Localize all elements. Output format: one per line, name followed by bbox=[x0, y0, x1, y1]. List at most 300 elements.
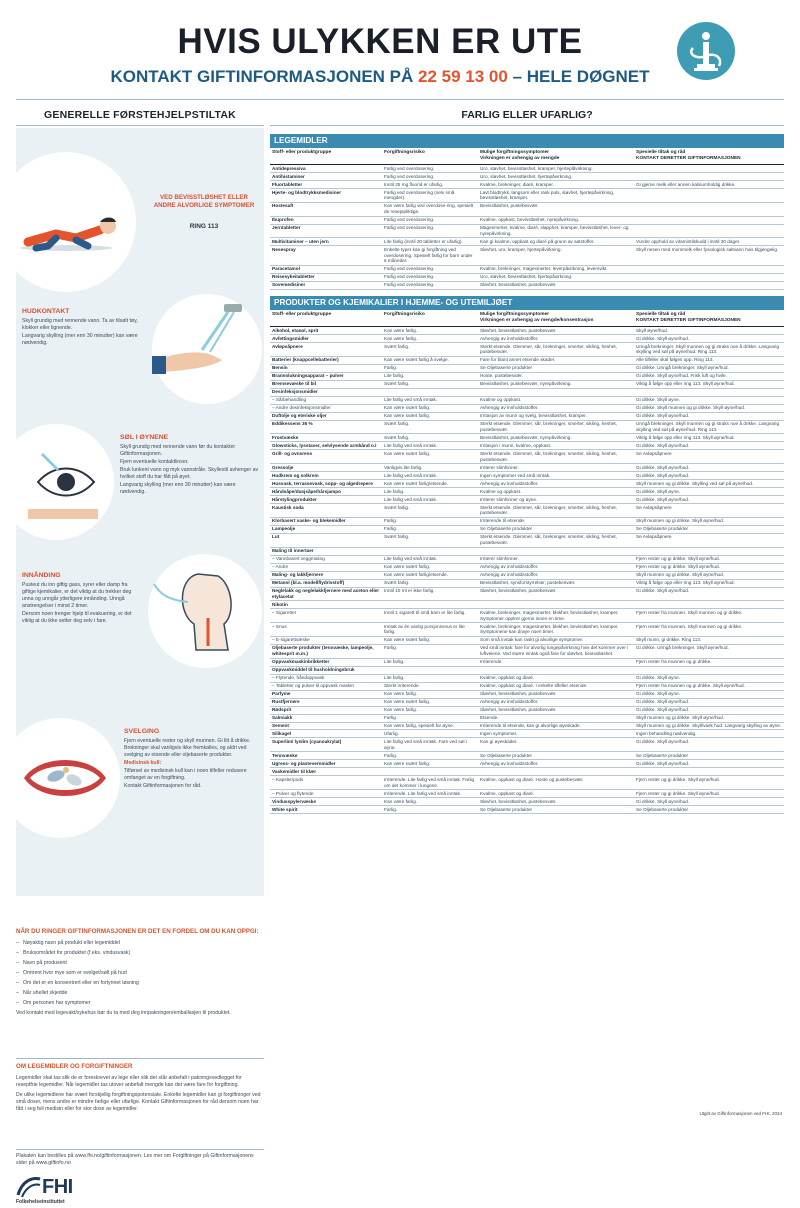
table-row bbox=[270, 405, 784, 413]
table-cell: Irriterer slimhinner. bbox=[480, 464, 519, 470]
table-cell: Svært farlig. bbox=[384, 381, 410, 387]
table-cell: Fluortabletter bbox=[272, 181, 303, 187]
eye-text-1: Skyll grundig med rennende vann før du kontakter Giftinformasjonen. bbox=[120, 444, 236, 457]
table-row bbox=[270, 450, 784, 464]
products-table bbox=[270, 296, 784, 814]
table-cell: Viktig å følge opp eller ring 113. Skyll øyne/hud. bbox=[636, 580, 735, 586]
table-cell bbox=[382, 389, 478, 396]
table-row bbox=[270, 266, 784, 274]
table-cell: Sovemedisiner bbox=[272, 282, 306, 288]
first-aid-column bbox=[16, 106, 264, 1205]
table-cell: Gi drikke. Skyll øyne. bbox=[636, 397, 681, 403]
table-cell: Kan være farlig. bbox=[384, 707, 418, 713]
table-cell: Antidepressiva bbox=[272, 165, 306, 171]
table-cell: Farlig ved overdosering (selv små mengder). bbox=[384, 189, 455, 201]
table-cell: Skyll munnen og gi drikke. Skyll/vask hud. Langvarig skylling av øyne. bbox=[636, 723, 782, 729]
table-row bbox=[270, 518, 784, 526]
skin-contact-text-1: Skyll grundig med rennende vann. Ta av tilsølt tøy, klokker eller lignende. bbox=[22, 318, 138, 331]
table-row bbox=[270, 556, 784, 564]
swallowing-text-1: Fjern eventuelle rester og skyll munnen. Gi litt å drikke. Brekninger skal vanligvis ikke fremkalles, og aldri ved svelging av etsende eller oljebaserte produkter. bbox=[124, 738, 251, 758]
skin-contact-text-2: Langvarig skylling (mer enn 30 minutter) kan være nødvendig. bbox=[22, 333, 138, 346]
table-cell: Gi drikke. Skyll øyne/hud. bbox=[636, 798, 690, 804]
table-row bbox=[270, 659, 784, 667]
table-cell: Ved små inntak: fare for alvorlig lungepåvirkning hvis det kommer over i luftveiene. Ved større inntak også fare for sløvhet, bevisstløshet. bbox=[480, 645, 629, 657]
table-cell: Antihistaminer bbox=[272, 173, 305, 179]
table-cell: Kvalme, brekninger, diaré, kramper. bbox=[480, 181, 554, 187]
table-cell: Viktig å følge opp eller ring 113. Skyll øyne/hud. bbox=[636, 381, 735, 387]
table-row bbox=[270, 691, 784, 699]
table-cell: Farlig ved overdosering. bbox=[384, 217, 435, 223]
table-row bbox=[270, 504, 784, 518]
inhalation-section bbox=[22, 572, 140, 626]
table-cell: Frostvæske bbox=[272, 435, 299, 440]
page-subtitle bbox=[0, 67, 760, 87]
table-cell: Hostesaft bbox=[272, 203, 294, 209]
list-item: – Om personen har symptomer bbox=[16, 1000, 264, 1007]
table-cell: Lite farlig ved små inntak. bbox=[384, 397, 438, 403]
table-cell: Sløvhet, bevisstløshet, pustebesvær. bbox=[480, 588, 557, 594]
table-cell: Kan gi øyeskader. bbox=[480, 739, 518, 745]
table-cell: Gi drikke. Skyll øyne/hud. bbox=[636, 699, 690, 705]
table-row bbox=[270, 623, 784, 637]
medicine-info-section bbox=[16, 1058, 264, 1113]
eye-text-3: Bruk lunkent vann og myk vannstråle. Skyllestil avhenger av hvilket stoff du har fått på øyet. bbox=[120, 467, 259, 480]
table-row bbox=[270, 282, 784, 290]
table-cell bbox=[634, 165, 784, 172]
table-cell: Bevisstløshet, synsforstyrrelser, pustebesvær. bbox=[480, 580, 576, 586]
table-cell: Kaustisk soda bbox=[272, 504, 304, 510]
table-cell: Farlig. bbox=[384, 715, 398, 721]
table-row bbox=[270, 637, 784, 645]
table-cell: Kan være farlig. bbox=[384, 691, 418, 697]
table-cell: Metanol (bl.a. modellflydrivstoff) bbox=[272, 580, 345, 586]
table-row bbox=[270, 488, 784, 496]
table-row bbox=[270, 381, 784, 389]
table-row bbox=[270, 246, 784, 266]
table-cell: Enkelte typer kan gi forgiftning ved overdosering. Spesielt farlig for barn under 6 måneder. bbox=[384, 246, 473, 264]
medicines-table-title: LEGEMIDLER bbox=[270, 134, 784, 148]
table-cell: Irriterer slimhinner. bbox=[480, 556, 519, 562]
table-row bbox=[270, 274, 784, 282]
table-cell: Gi drikke. Skyll øyne/hud. Frisk luft og hvile. bbox=[636, 373, 727, 379]
table-cell: Se Oljebaserte produkter bbox=[636, 806, 689, 812]
table-cell: Kan gi kvalme, oppkast og diaré på grunn av søtstoffer. bbox=[480, 238, 595, 244]
fhi-logo-text: FHI bbox=[42, 1176, 73, 1198]
table-cell: Fjern rester fra munnen. Skyll munnen og gi drikke. bbox=[636, 623, 743, 629]
table-cell: Gi drikke. Skyll øyne/hud. bbox=[636, 588, 690, 594]
table-cell: Rustfjernere bbox=[272, 699, 300, 705]
table-cell: Jerntabletter bbox=[272, 225, 301, 231]
column-header: Forgiftningsrisiko bbox=[384, 312, 425, 317]
table-cell: Avhengig av innholdsstoffer. bbox=[480, 760, 539, 766]
table-cell: Kan være svært farlig. bbox=[384, 413, 431, 419]
table-cell bbox=[634, 601, 784, 608]
order-info-text[interactable]: Plakaten kan bestilles på www.fhi.no/giftinformasjonen. Les mer om Forgiftninger på Giftinformasjonens sider på www.giftinfo.no bbox=[16, 1153, 254, 1166]
medicines-table-body bbox=[270, 165, 784, 290]
table-row bbox=[270, 752, 784, 760]
table-cell: Ugress- og plantevernmidler bbox=[272, 760, 336, 766]
table-cell: Svært farlig. bbox=[384, 421, 410, 427]
table-cell: Viktig å følge opp eller ring 113. Skyll øyne/hud. bbox=[636, 435, 735, 440]
inhalation-illustration bbox=[148, 554, 262, 668]
list-item: – Navn på produsent bbox=[16, 960, 264, 967]
table-cell: Kan være farlig. bbox=[384, 798, 418, 804]
table-row bbox=[270, 480, 784, 488]
table-row bbox=[270, 472, 784, 480]
table-cell: Fjern rester fra munnen og gi drikke. Skyll øyne/hud. bbox=[636, 683, 745, 689]
table-cell: Se Avløpsåpnere bbox=[636, 504, 672, 510]
table-row bbox=[270, 723, 784, 731]
table-row bbox=[270, 203, 784, 217]
table-cell: Nesespray bbox=[272, 246, 296, 252]
table-cell: – Sårbehandling bbox=[272, 397, 307, 403]
table-cell bbox=[634, 274, 784, 281]
table-cell: Fare for blant annet etsende skader. bbox=[480, 357, 556, 363]
table-cell: Sterkt etsende. Glemmer, sår, brekninger, smerter, sikling, heshet, pustebesvær. bbox=[480, 534, 618, 546]
pills-mouth-illustration bbox=[0, 718, 120, 838]
table-cell: Sløvhet, bevisstløshet, pustebesvær. bbox=[480, 798, 557, 804]
table-cell: Farlig. bbox=[384, 365, 398, 371]
table-cell: Husvask, terrassevask, sopp- og algedrepere bbox=[272, 480, 373, 486]
table-cell: Lite farlig ved små inntak. bbox=[384, 556, 438, 562]
table-cell bbox=[478, 667, 634, 674]
table-cell: Kan være svært farlig. bbox=[384, 405, 431, 411]
table-cell: Gressolje bbox=[272, 464, 294, 470]
table-cell bbox=[634, 225, 784, 238]
table-cell: Gi drikke. Unngå brekninger. Skyll øyne/hud. bbox=[636, 645, 729, 651]
call-info-title: NÅR DU RINGER GIFTINFORMASJONEN ER DET EN FORDEL OM DU KAN OPPGI: bbox=[16, 928, 259, 935]
swallowing-section bbox=[124, 728, 260, 791]
table-row bbox=[270, 434, 784, 442]
column-header: Spesielle tiltak og råd KONTAKT DERETTER GIFTINFORMASJONEN bbox=[636, 312, 741, 323]
table-cell: Uro, sløvhet, bevisstløshet, hjertepåvirkning. bbox=[480, 173, 573, 179]
table-row bbox=[270, 217, 784, 225]
table-cell: Gi drikke. Skyll øyne. bbox=[636, 488, 681, 494]
table-cell: Gi drikke. Skyll øyne/hud. bbox=[636, 739, 690, 745]
table-cell: Gi drikke. Skyll øyne/hud. bbox=[636, 496, 690, 502]
table-cell: Kvalme, brekninger, magesmerter, blekhet, bevisstløshet, kramper. Symptomer opptrer gjerne innen en time. bbox=[480, 609, 619, 621]
medicine-info-text-1: Legemidler skal tas slik de er foreskrevet av lege eller slik det står anbefalt i pakningsvedlegget for reseptfrie legemidler. Når legemidler tas utover anbefalt mengde kan det være fare for forgiftning. bbox=[16, 1074, 242, 1088]
giftinfo-logo-icon bbox=[677, 22, 735, 80]
table-cell: Kan være svært farlig. bbox=[384, 564, 431, 570]
table-cell: Sterkt irriterende. bbox=[384, 683, 420, 689]
table-row bbox=[270, 601, 784, 609]
table-cell: Sterkt etsende. Glemmer, sår, brekninger, smerter, sikling, heshet, pustebesvær. bbox=[480, 421, 618, 433]
table-cell: Vindusspylervæske bbox=[272, 798, 316, 804]
list-item: – Om det er en konsentrert eller en fortynnet løsning bbox=[16, 980, 264, 987]
table-cell: Gi gjerne melk eller annen kalsiumholdig drikke. bbox=[636, 181, 736, 187]
eye-title: SØL I ØYNENE bbox=[120, 434, 169, 441]
table-cell: Hjerte- og blodtrykksmedisiner bbox=[272, 189, 342, 195]
table-cell: – Tabletter og pulver til oppvask maskin bbox=[272, 683, 354, 689]
table-row bbox=[270, 715, 784, 723]
medicine-info-title: OM LEGEMIDLER OG FORGIFTNINGER bbox=[16, 1063, 133, 1070]
table-cell: Sement bbox=[272, 723, 289, 729]
table-cell: Farlig. bbox=[384, 526, 398, 532]
table-row bbox=[270, 683, 784, 691]
table-cell: Fjern rester fra munnen og gi drikke. bbox=[636, 659, 712, 665]
table-cell: Ingen symptomer ved små inntak. bbox=[480, 472, 551, 478]
table-cell: Skyll munnen og gi drikke. Skylling ved søl på øyne/hud. bbox=[636, 480, 754, 486]
column-header: Stoff- eller produktgruppe bbox=[272, 150, 332, 155]
swallowing-text-3: Kontakt Giftinformasjonen for råd. bbox=[124, 783, 202, 789]
table-cell: Nikotin bbox=[272, 601, 288, 607]
table-cell: Grill- og ovnsrens bbox=[272, 450, 313, 456]
eye-text-2: Fjern eventuelle kontaktlinser. bbox=[120, 459, 189, 465]
table-cell: Kan være farlig. bbox=[384, 327, 418, 333]
list-item: – Nøyaktig navn på produkt eller legemiddel bbox=[16, 940, 264, 947]
table-cell: Fjern rester og gi drikke. Skyll øyne/hud. bbox=[636, 556, 720, 562]
table-cell: Gi drikke. Skyll munnen og gi drikke. Skyll øyne/hud. bbox=[636, 405, 746, 411]
table-cell: Svært farlig. bbox=[384, 435, 410, 440]
table-cell: Sterkt etsende. Glemmer, sår, brekninger, smerter, sikling, heshet, pustebesvær. bbox=[480, 450, 618, 462]
table-cell: Sløvhet, bevisstløshet, pustebesvær. bbox=[480, 282, 557, 288]
table-cell: Inntil 25 mg fluorid er ufarlig. bbox=[384, 181, 444, 187]
table-cell: Svært farlig. bbox=[384, 504, 410, 510]
table-cell: – Vannbasert veggmaling bbox=[272, 556, 325, 562]
phone-number[interactable]: 22 59 13 00 bbox=[418, 67, 508, 86]
table-cell: Farlig ved overdosering. bbox=[384, 282, 435, 288]
table-cell: Farlig. bbox=[384, 518, 398, 524]
table-cell: Kvalme, oppkast og diaré. Hoste og pustebesvær. bbox=[480, 776, 584, 782]
table-cell bbox=[634, 266, 784, 273]
table-cell: Sterkt etsende. Glemmer, sår, brekninger, smerter, sikling, heshet, pustebesvær. bbox=[480, 343, 618, 355]
table-cell: Gi drikke. Skyll øyne/hud. bbox=[636, 442, 690, 448]
first-aid-heading: GENERELLE FØRSTEHJELPSTILTAK bbox=[16, 106, 264, 126]
table-cell: Salmiakk bbox=[272, 715, 293, 721]
table-cell: Irriterende til etsende. bbox=[480, 518, 526, 524]
table-cell: Gi drikke. Skyll øyne/hud. bbox=[636, 707, 690, 713]
table-cell bbox=[634, 173, 784, 180]
eye-text-4: Langvarig skylling (mer enn 30 minutter) kan være nødvendig. bbox=[120, 482, 236, 495]
table-cell bbox=[382, 548, 478, 555]
table-cell: Skyll øyne/hud. bbox=[636, 327, 669, 333]
table-cell: Ibuprofen bbox=[272, 217, 294, 223]
table-cell: Farlig ved overdosering. bbox=[384, 173, 435, 179]
table-row bbox=[270, 373, 784, 381]
table-cell: Gi drikke. Skyll øyne/hud. bbox=[636, 464, 690, 470]
inhalation-title: INNÅNDING bbox=[22, 572, 61, 579]
charcoal-label: Medisinsk kull: bbox=[124, 760, 162, 766]
table-cell: Etsende. bbox=[480, 715, 499, 721]
table-cell: Kvalme, oppkast og diaré. bbox=[480, 790, 535, 796]
table-row bbox=[270, 534, 784, 548]
table-row bbox=[270, 707, 784, 715]
table-cell: Sløvhet, uro, kramper, hjertepåvirkning. bbox=[480, 246, 562, 252]
table-cell: Irriterende. Lite farlig ved små inntak. Farlig om det kommer i lungene. bbox=[384, 776, 475, 788]
inhalation-text-2: Dersom noen trenger hjelp til evakuering, er det viktig at du ikke setter deg selv i fare. bbox=[22, 611, 132, 624]
table-cell: Som små inntak kan raskt gi alvorlige symptomer. bbox=[480, 637, 584, 643]
table-cell: Farlig. bbox=[384, 806, 398, 812]
table-cell: Desinfeksjonsmidler bbox=[272, 389, 318, 395]
table-cell: – Flytende, håndoppvask bbox=[272, 675, 325, 681]
table-cell bbox=[634, 189, 784, 202]
table-cell: Bremsevæske til bil bbox=[272, 381, 317, 387]
table-row bbox=[270, 588, 784, 602]
table-cell: Avløpsåpnere bbox=[272, 343, 303, 349]
table-cell: Alkohol, etanol, sprit bbox=[272, 327, 319, 333]
danger-table-column bbox=[270, 106, 784, 1118]
table-cell: Kan være farlig, spesielt for øyne. bbox=[384, 723, 455, 729]
table-cell: Gi drikke. Skyll øyne/hud. bbox=[636, 335, 690, 341]
table-cell: Fjern rester og gi drikke. Skyll øyne/hud. bbox=[636, 564, 720, 570]
table-row bbox=[270, 526, 784, 534]
table-cell: Kan være svært farlig/etsende. bbox=[384, 480, 449, 486]
fhi-name: Folkehelseinstituttet bbox=[16, 1199, 65, 1205]
table-row bbox=[270, 357, 784, 365]
table-cell: Bevisstløshet, pustebesvær, nyrepåvirkning. bbox=[480, 381, 572, 387]
table-cell: Parfyme bbox=[272, 691, 291, 697]
table-cell: Hårstylingprodukter bbox=[272, 496, 317, 502]
table-cell: Unngå brekninger. Skyll munnen og gi straks noe å drikke. Langvarig skylling ved søl på øyne/hud. Ring 113. bbox=[636, 343, 780, 355]
table-cell: Hoste, pustebesvær. bbox=[480, 373, 523, 379]
call-info-note: Ved kontakt med legevakt/sykehus bør du ta med deg innpakningen/emballasjen til produktet. bbox=[16, 1009, 231, 1016]
table-cell: Gi drikke. Skyll øyne. bbox=[636, 691, 681, 697]
table-row bbox=[270, 738, 784, 752]
table-cell: Ingen behandling nødvendig. bbox=[636, 731, 697, 737]
table-cell: Fjern rester og gi drikke. Skyll øyne/hud. bbox=[636, 776, 720, 782]
table-cell: – Kapsler/pods bbox=[272, 776, 304, 782]
table-cell: Rødsprit bbox=[272, 707, 292, 713]
table-cell bbox=[634, 389, 784, 396]
table-cell: Avhengig av innholdsstoffer. bbox=[480, 405, 539, 411]
table-cell: Uro, sløvhet, bevisstløshet, kramper, hjerteplåvirkning. bbox=[480, 165, 593, 171]
table-row bbox=[270, 790, 784, 798]
table-row bbox=[270, 165, 784, 173]
table-row bbox=[270, 173, 784, 181]
table-cell: Lite farlig (inntil 20 tabletter er ufarlig). bbox=[384, 238, 463, 244]
list-item: – Omtrent hvor mye som er svelget/sølt på hud bbox=[16, 970, 264, 977]
eye-rinse-illustration bbox=[0, 424, 114, 540]
table-row bbox=[270, 776, 784, 790]
table-cell: Silikagel bbox=[272, 731, 292, 737]
table-cell: Reisesykeitabletter bbox=[272, 274, 315, 280]
table-cell: Lite farlig. bbox=[384, 488, 405, 494]
call-info-list bbox=[16, 940, 264, 1007]
table-cell: Bevisstløshet, pustebesvær, nyrepåvirkning. bbox=[480, 435, 572, 440]
table-cell: Duftolje og eteriske oljer bbox=[272, 413, 327, 419]
products-table-header bbox=[270, 310, 784, 327]
table-row bbox=[270, 335, 784, 343]
call-info-section bbox=[16, 928, 264, 1017]
table-row bbox=[270, 442, 784, 450]
table-cell: Se Oljebaserte produkter bbox=[480, 752, 533, 758]
table-cell bbox=[634, 548, 784, 555]
table-cell: Brannslukningsapparat – pulver bbox=[272, 373, 344, 379]
column-header: Stoff- eller produktgruppe bbox=[272, 312, 332, 317]
table-cell: Uro, sløvhet, bevisstløshet, hjertepåvirkning. bbox=[480, 274, 573, 280]
table-cell: Bensin bbox=[272, 365, 288, 371]
header-divider bbox=[16, 99, 784, 100]
table-cell: Inntil 1 sigarett til små barn er lite farlig. bbox=[384, 609, 466, 615]
table-cell: Fjern rester og gi drikke. Skyll øyne/hud. bbox=[636, 790, 720, 796]
table-cell: Kvalme og oppkast. bbox=[480, 488, 522, 494]
table-cell: Maling- og lakkfjernere bbox=[272, 572, 324, 578]
table-cell: Inntak av én vanlig porsjonssnus er lite farlig. bbox=[384, 623, 465, 635]
table-cell: Skyll munnen og gi drikke. Skyll øyne/hud. bbox=[636, 715, 725, 721]
table-cell: Farlig ved overdosering. bbox=[384, 225, 435, 231]
table-cell: Avhengig av innholdsstoffer. bbox=[480, 564, 539, 570]
table-cell: – Pulver og flytende bbox=[272, 790, 314, 796]
list-item: – Når uhellet skjedde bbox=[16, 990, 264, 997]
table-cell bbox=[478, 548, 634, 555]
table-cell: Irriterende. Lite farlig ved små inntak. bbox=[384, 790, 462, 796]
table-row bbox=[270, 564, 784, 572]
table-cell: Avhengig av innholdsstoffer. bbox=[480, 699, 539, 705]
table-cell: Gi drikke. Skyll øyne/hud. bbox=[636, 760, 690, 766]
table-row bbox=[270, 181, 784, 189]
table-cell: Vurder opphold av vitamintilskudd i inntil 30 dager. bbox=[636, 238, 741, 244]
table-cell: Farlig ved overdosering. bbox=[384, 274, 435, 280]
table-cell: Ufarlig. bbox=[384, 731, 399, 737]
fhi-mark-icon bbox=[16, 1175, 42, 1199]
subtitle-suffix: – HELE DØGNET bbox=[507, 67, 650, 86]
table-row bbox=[270, 667, 784, 675]
table-cell: Neglelakk og neglelakkfjernere med aceton eller etylacetat bbox=[272, 588, 380, 599]
table-cell: Oljebaserte produkter (tennvæske, lampeolje, whitesprit m.m.) bbox=[272, 645, 374, 657]
column-header: Spesielle tiltak og råd KONTAKT DERETTER GIFTINFORMASJONEN bbox=[636, 150, 741, 161]
medicines-table-header bbox=[270, 148, 784, 165]
table-cell: Vanligvis lite farlig. bbox=[384, 464, 423, 470]
table-cell: Irriterer slimhinner og øyne. bbox=[480, 496, 538, 502]
unconscious-person-illustration bbox=[0, 152, 136, 292]
table-cell bbox=[382, 601, 478, 608]
table-cell: Farlig ved overdosering. bbox=[384, 165, 435, 171]
table-row bbox=[270, 699, 784, 707]
table-cell: Kan være svært farlig/etsende. bbox=[384, 572, 449, 578]
table-cell: Se Oljebaserte produkter bbox=[480, 365, 533, 371]
table-row bbox=[270, 189, 784, 203]
table-cell: Lut bbox=[272, 534, 280, 540]
table-cell: Hudkrem og solkrem bbox=[272, 472, 319, 478]
ring-113[interactable]: RING 113 bbox=[189, 223, 219, 230]
hand-rinse-illustration bbox=[152, 294, 262, 404]
table-cell: Fjern rester fra munnen. Skyll munnen og gi drikke. bbox=[636, 609, 743, 615]
table-cell: Paracetamol bbox=[272, 266, 300, 272]
column-header: Mulige forgiftningssymptomer Virkningen er avhengig av mengde/konsentrasjon bbox=[480, 312, 594, 323]
table-cell: Kan være svært farlig. bbox=[384, 699, 431, 705]
table-cell: Kvalme, brekninger, magesmerter, leverpåvirkning, leversvikt. bbox=[480, 266, 608, 272]
table-row bbox=[270, 365, 784, 373]
table-cell: Oppvaskmiddel til husholdningsbruk bbox=[272, 667, 355, 673]
table-cell: Lite farlig. bbox=[384, 675, 405, 681]
table-cell: Lite farlig. bbox=[384, 659, 405, 665]
table-row bbox=[270, 675, 784, 683]
table-cell: Avhengig av innholdsstoffer. bbox=[480, 572, 539, 578]
skin-contact-title: HUDKONTAKT bbox=[22, 308, 70, 315]
table-row bbox=[270, 760, 784, 768]
table-cell: – E-sigarettvæske bbox=[272, 637, 310, 643]
table-row bbox=[270, 572, 784, 580]
table-cell: Lavt blodtrykk, langsom eller rask puls, sløvhet, hjertepåvirkning, bevisstløshet, kramper. bbox=[480, 189, 615, 201]
table-row bbox=[270, 798, 784, 806]
table-cell: Avfettingsmidler bbox=[272, 335, 309, 341]
table-cell: Kan være svært farlig å svelge. bbox=[384, 357, 449, 363]
table-cell: Irritasjon av munn og svelg, bevisstløshet, kramper. bbox=[480, 413, 587, 419]
table-row bbox=[270, 421, 784, 435]
table-cell: Irriterende til etsende, kan gi alvorlige øyeskade. bbox=[480, 723, 581, 729]
order-info bbox=[16, 1149, 264, 1167]
table-cell: Lite farlig ved små inntak. bbox=[384, 496, 438, 502]
table-cell: Lite farlig ved små inntak. bbox=[384, 442, 438, 448]
table-cell: Kan være farlig ved overdose-ring, spesielt de reseptpliktige. bbox=[384, 203, 474, 215]
table-cell bbox=[634, 768, 784, 775]
table-cell: Se Oljebaserte produkter bbox=[636, 526, 689, 532]
table-row bbox=[270, 343, 784, 357]
danger-heading: FARLIG ELLER UFARLIG? bbox=[270, 106, 784, 126]
table-cell bbox=[634, 217, 784, 224]
first-aid-panel bbox=[16, 128, 264, 896]
